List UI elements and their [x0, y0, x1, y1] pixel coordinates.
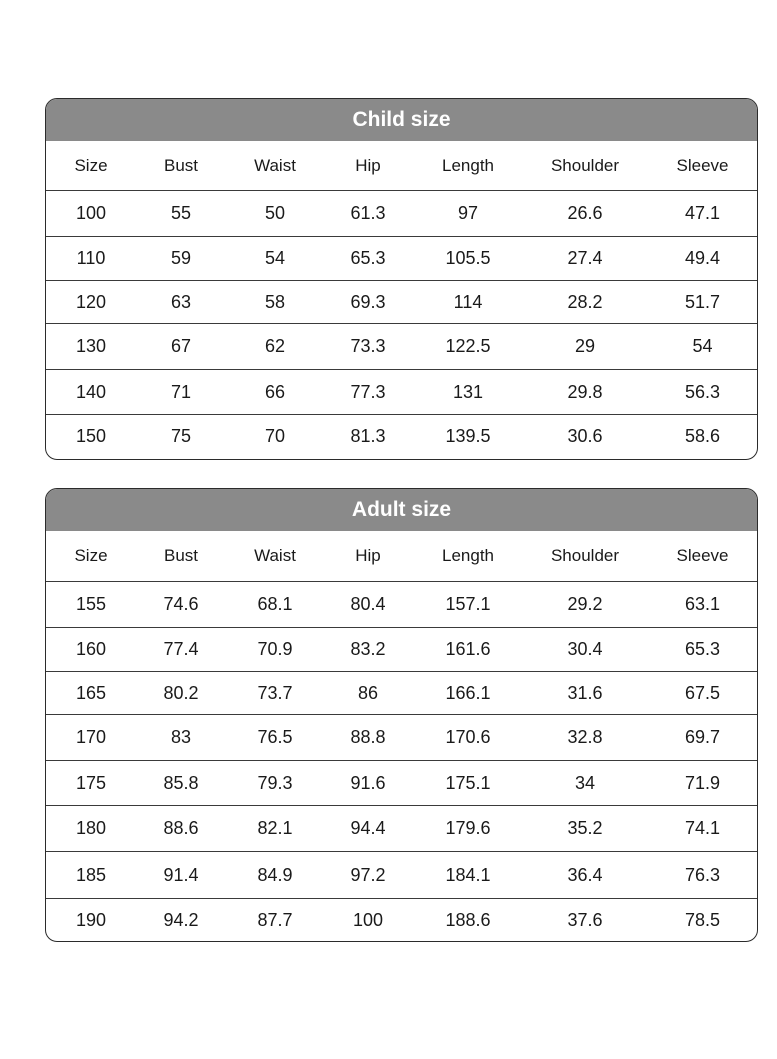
child-size-title: Child size — [46, 99, 757, 141]
table-cell-length: 188.6 — [445, 909, 491, 930]
table-cell-shoulder: 35.2 — [524, 806, 646, 852]
table-cell-bust: 80.2 — [136, 672, 226, 715]
table-cell-length: 114 — [412, 281, 524, 324]
table-cell-waist: 54 — [226, 237, 324, 281]
table-cell-shoulder: 36.4 — [524, 852, 646, 899]
table-cell-sleeve: 67.5 — [646, 672, 758, 715]
table-cell-shoulder: 34 — [524, 761, 646, 806]
table-cell-waist: 58 — [226, 281, 324, 324]
table-cell-hip: 91.6 — [324, 761, 412, 806]
table-cell-bust: 75 — [170, 426, 192, 446]
column-header-hip: Hip — [324, 141, 412, 191]
table-cell-waist: 62 — [226, 324, 324, 370]
table-cell-shoulder: 37.6 — [567, 909, 603, 930]
column-header-waist: Waist — [226, 141, 324, 191]
table-cell-length: 175.1 — [412, 761, 524, 806]
table-cell-shoulder: 32.8 — [524, 715, 646, 761]
table-cell-waist: 70 — [264, 426, 286, 446]
column-header-size: Size — [46, 531, 136, 582]
table-cell-length: 166.1 — [412, 672, 524, 715]
table-cell-bust: 59 — [136, 237, 226, 281]
table-cell-bust: 77.4 — [136, 628, 226, 672]
table-cell-shoulder: 29.8 — [524, 370, 646, 415]
table-cell-bust: 55 — [136, 191, 226, 237]
table-cell-size: 160 — [46, 628, 136, 672]
table-cell-size: 170 — [46, 715, 136, 761]
table-cell-shoulder: 29.2 — [524, 582, 646, 628]
table-cell-bust: 71 — [136, 370, 226, 415]
table-cell-sleeve: 78.5 — [684, 909, 721, 930]
table-cell-bust: 85.8 — [136, 761, 226, 806]
table-cell-hip: 65.3 — [324, 237, 412, 281]
column-header-length: Length — [412, 141, 524, 191]
table-cell-size: 180 — [46, 806, 136, 852]
column-header-bust: Bust — [136, 531, 226, 582]
table-cell-waist: 76.5 — [226, 715, 324, 761]
table-cell-shoulder: 30.4 — [524, 628, 646, 672]
table-cell-hip: 94.4 — [324, 806, 412, 852]
table-cell-hip: 83.2 — [324, 628, 412, 672]
table-cell-shoulder: 31.6 — [524, 672, 646, 715]
child-size-table — [45, 98, 758, 460]
table-cell-size: 100 — [46, 191, 136, 237]
table-cell-length: 105.5 — [412, 237, 524, 281]
table-cell-length: 122.5 — [412, 324, 524, 370]
table-cell-hip: 100 — [352, 909, 384, 930]
table-cell-hip: 80.4 — [324, 582, 412, 628]
table-cell-sleeve: 56.3 — [646, 370, 758, 415]
table-cell-waist: 87.7 — [257, 909, 293, 930]
table-cell-waist: 66 — [226, 370, 324, 415]
table-cell-bust: 67 — [136, 324, 226, 370]
table-cell-length: 131 — [412, 370, 524, 415]
table-cell-sleeve: 69.7 — [646, 715, 758, 761]
table-cell-size: 150 — [75, 426, 107, 446]
table-cell-sleeve: 49.4 — [646, 237, 758, 281]
table-cell-hip: 97.2 — [324, 852, 412, 899]
table-cell-bust: 74.6 — [136, 582, 226, 628]
table-cell-sleeve: 51.7 — [646, 281, 758, 324]
column-header-waist: Waist — [226, 531, 324, 582]
table-cell-shoulder: 30.6 — [567, 426, 603, 446]
adult-size-grid — [46, 531, 757, 941]
table-cell-waist: 84.9 — [226, 852, 324, 899]
table-cell-hip: 88.8 — [324, 715, 412, 761]
table-cell-shoulder: 29 — [524, 324, 646, 370]
table-cell-size: 185 — [46, 852, 136, 899]
table-cell-size: 130 — [46, 324, 136, 370]
table-cell-size: 110 — [46, 237, 136, 281]
table-cell-hip: 73.3 — [324, 324, 412, 370]
table-cell-length: 170.6 — [412, 715, 524, 761]
table-cell-sleeve: 76.3 — [646, 852, 758, 899]
table-cell-bust: 88.6 — [136, 806, 226, 852]
table-cell-length: 139.5 — [445, 426, 491, 446]
table-cell-length: 184.1 — [412, 852, 524, 899]
column-header-shoulder: Shoulder — [524, 531, 646, 582]
table-cell-sleeve: 71.9 — [646, 761, 758, 806]
table-cell-shoulder: 26.6 — [524, 191, 646, 237]
table-cell-bust: 91.4 — [136, 852, 226, 899]
table-cell-hip: 86 — [324, 672, 412, 715]
column-header-sleeve: Sleeve — [646, 141, 758, 191]
column-header-shoulder: Shoulder — [524, 141, 646, 191]
table-cell-shoulder: 27.4 — [524, 237, 646, 281]
table-cell-size: 155 — [46, 582, 136, 628]
table-cell-waist: 68.1 — [226, 582, 324, 628]
column-header-hip: Hip — [324, 531, 412, 582]
table-cell-size: 120 — [46, 281, 136, 324]
table-cell-waist: 79.3 — [226, 761, 324, 806]
table-cell-size: 175 — [46, 761, 136, 806]
column-header-bust: Bust — [136, 141, 226, 191]
table-cell-hip: 81.3 — [350, 426, 386, 446]
table-cell-waist: 73.7 — [226, 672, 324, 715]
table-cell-length: 161.6 — [412, 628, 524, 672]
table-cell-size: 140 — [46, 370, 136, 415]
table-cell-length: 97 — [412, 191, 524, 237]
table-cell-sleeve: 47.1 — [646, 191, 758, 237]
table-cell-sleeve: 65.3 — [646, 628, 758, 672]
column-header-sleeve: Sleeve — [646, 531, 758, 582]
table-cell-shoulder: 28.2 — [524, 281, 646, 324]
table-cell-hip: 77.3 — [324, 370, 412, 415]
table-cell-waist: 70.9 — [226, 628, 324, 672]
table-cell-hip: 61.3 — [324, 191, 412, 237]
column-header-size: Size — [46, 141, 136, 191]
table-cell-bust: 83 — [136, 715, 226, 761]
adult-size-table — [45, 488, 758, 942]
child-size-grid — [46, 141, 757, 458]
table-cell-sleeve: 74.1 — [646, 806, 758, 852]
table-cell-length: 157.1 — [412, 582, 524, 628]
table-cell-waist: 82.1 — [226, 806, 324, 852]
table-cell-bust: 63 — [136, 281, 226, 324]
table-cell-waist: 50 — [226, 191, 324, 237]
table-cell-sleeve: 58.6 — [684, 426, 721, 446]
column-header-length: Length — [412, 531, 524, 582]
table-cell-sleeve: 54 — [646, 324, 758, 370]
table-cell-sleeve: 63.1 — [646, 582, 758, 628]
table-cell-bust: 94.2 — [163, 909, 199, 930]
table-cell-size: 165 — [46, 672, 136, 715]
table-cell-length: 179.6 — [412, 806, 524, 852]
table-cell-hip: 69.3 — [324, 281, 412, 324]
adult-size-title: Adult size — [46, 489, 757, 531]
table-cell-size: 190 — [75, 909, 107, 930]
